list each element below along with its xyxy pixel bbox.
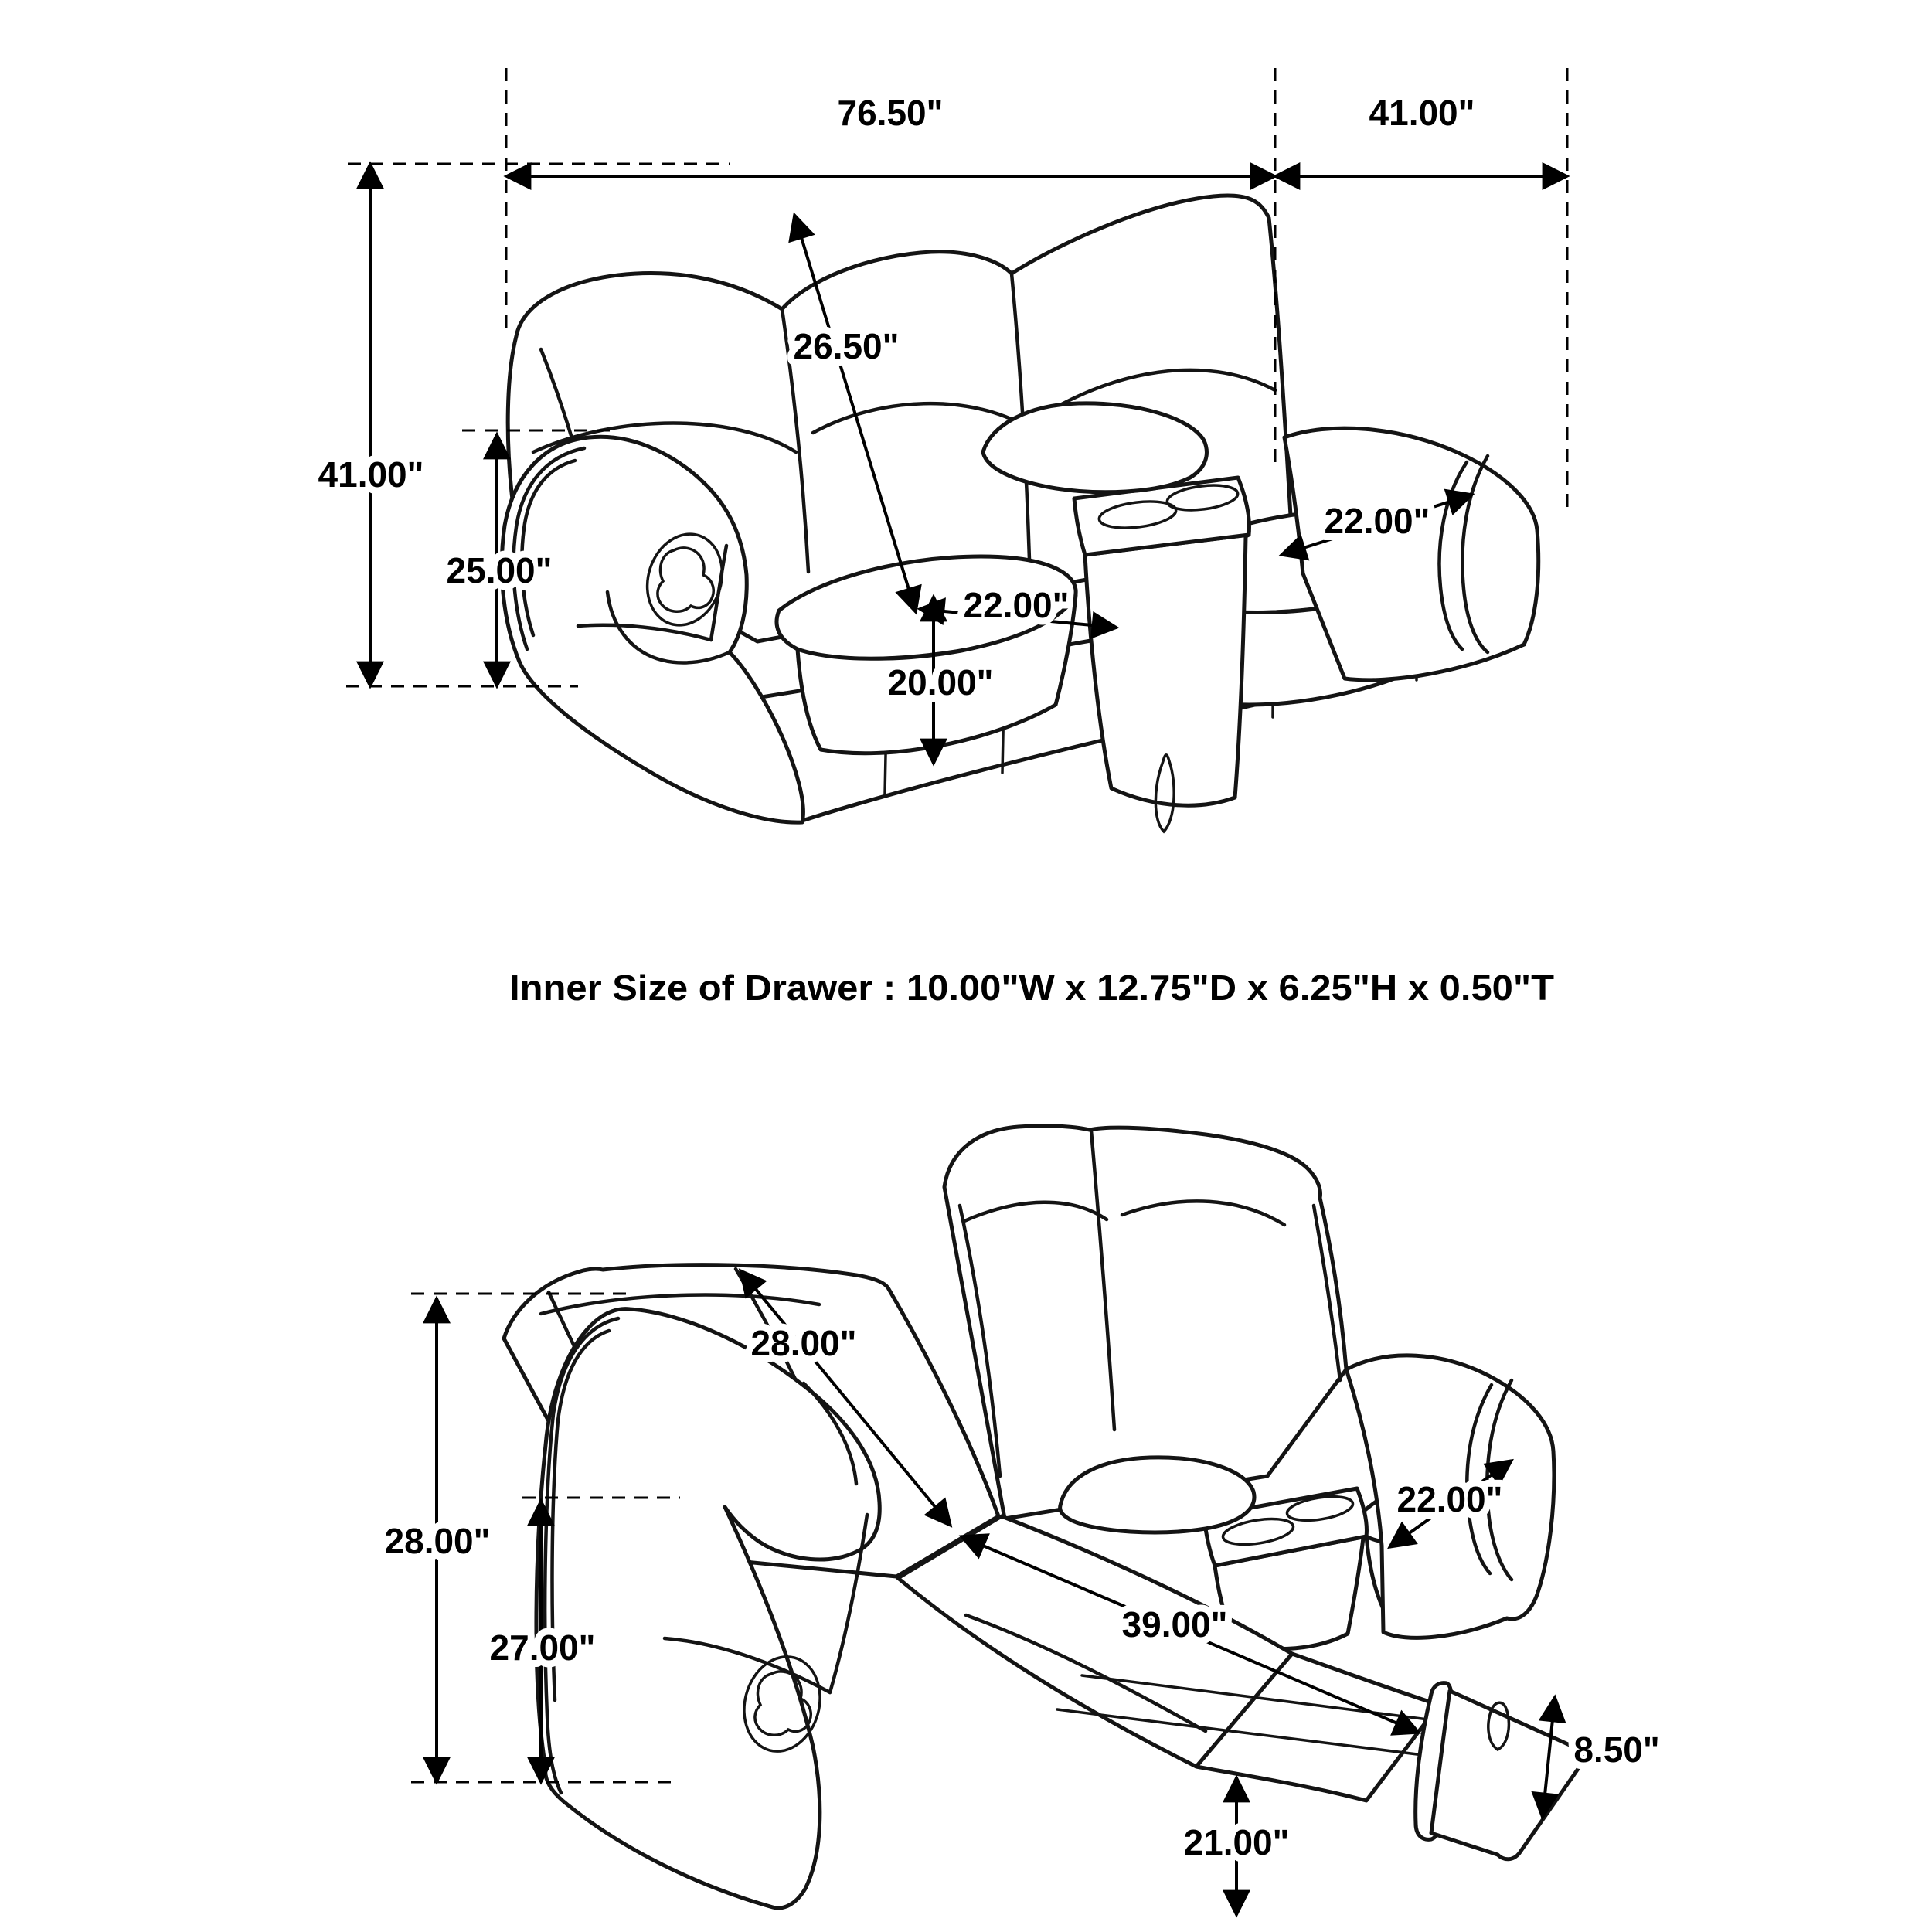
overall-height-label: 41.00" bbox=[318, 454, 424, 495]
upright-console-lid bbox=[983, 403, 1206, 492]
upright-view bbox=[318, 68, 1567, 832]
floor-clearance-label: 21.00" bbox=[1183, 1822, 1290, 1863]
reclined-height-label: 28.00" bbox=[384, 1521, 491, 1562]
left-seat-width-label: 22.00" bbox=[963, 585, 1070, 626]
base-height-label: 20.00" bbox=[887, 662, 994, 703]
drawer-size-note: Inner Size of Drawer : 10.00"W x 12.75"D x 6.25"H x 0.50"T bbox=[509, 968, 1554, 1009]
arm-height-label: 25.00" bbox=[446, 550, 553, 591]
reclined-arm-height-label: 27.00" bbox=[489, 1628, 596, 1668]
footrest-height-label: 8.50" bbox=[1573, 1730, 1660, 1770]
overall-depth-label: 41.00" bbox=[1369, 93, 1475, 134]
reclined-seat-width-label: 22.00" bbox=[1396, 1479, 1503, 1520]
reclined-view bbox=[385, 1126, 1660, 1915]
right-seat-width-label: 22.00" bbox=[1324, 501, 1430, 542]
reclined-length-label: 39.00" bbox=[1121, 1604, 1228, 1645]
upright-console-front bbox=[1085, 535, 1249, 805]
overall-width-label: 76.50" bbox=[837, 93, 944, 134]
back-length-label: 26.50" bbox=[793, 326, 900, 367]
reclined-back-length-label: 28.00" bbox=[750, 1323, 857, 1364]
